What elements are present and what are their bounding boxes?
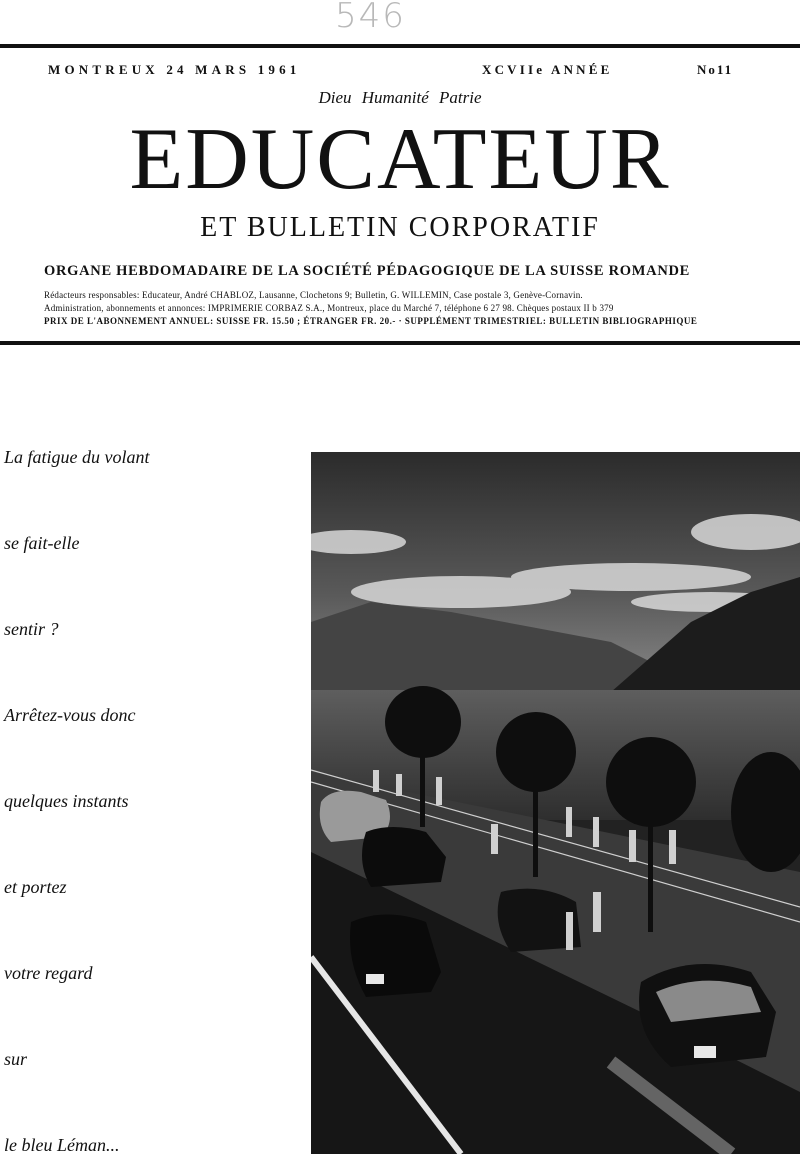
- editors-line: Rédacteurs responsables: Educateur, André CHABLOZ, Lausanne, Clochetons 9; Bulletin, G. WILLEMIN, Case postale 3, Genève-Cornavin.: [44, 290, 583, 300]
- masthead-title: EDUCATEUR: [129, 111, 671, 208]
- pricing-line: PRIX DE L'ABONNEMENT ANNUEL: SUISSE FR. 15.50 ; ÉTRANGER FR. 20.- · SUPPLÉMENT TRIMESTRIEL: BULLETIN BIBLIOGRAPHIQUE: [44, 316, 698, 326]
- poem-line: sentir ?: [4, 619, 59, 639]
- photo-illustration: [311, 452, 800, 1154]
- issue-number: No11: [697, 62, 734, 77]
- poem-line: La fatigue du volant: [4, 447, 150, 467]
- poem-line: et portez: [4, 877, 67, 897]
- top-rule: [0, 44, 800, 48]
- place-date: MONTREUX 24 MARS 1961: [48, 62, 301, 77]
- bottom-rule: [0, 341, 800, 345]
- administration-line: Administration, abonnements et annonces: IMPRIMERIE CORBAZ S.A., Montreux, place du Marché 7, téléphone 6 27 98. Chèques postaux II b 379: [44, 303, 614, 313]
- motto: Dieu Humanité Patrie: [318, 88, 482, 107]
- dateline: [48, 62, 753, 78]
- organ-line: ORGANE HEBDOMADAIRE DE LA SOCIÉTÉ PÉDAGOGIQUE DE LA SUISSE ROMANDE: [44, 263, 691, 279]
- poem-line: le bleu Léman...: [4, 1135, 120, 1155]
- poem-line: sur: [4, 1049, 28, 1069]
- poem-line: se fait-elle: [4, 533, 80, 553]
- lake-promenade-photo: [311, 452, 800, 1154]
- poem-line: Arrêtez-vous donc: [4, 705, 136, 725]
- masthead-subtitle: ET BULLETIN CORPORATIF: [200, 212, 600, 243]
- handwritten-page-number: 546: [335, 0, 406, 36]
- poem-line: quelques instants: [4, 791, 129, 811]
- poem-line: votre regard: [4, 963, 93, 983]
- volume-year: XCVIIe ANNÉE: [482, 62, 613, 77]
